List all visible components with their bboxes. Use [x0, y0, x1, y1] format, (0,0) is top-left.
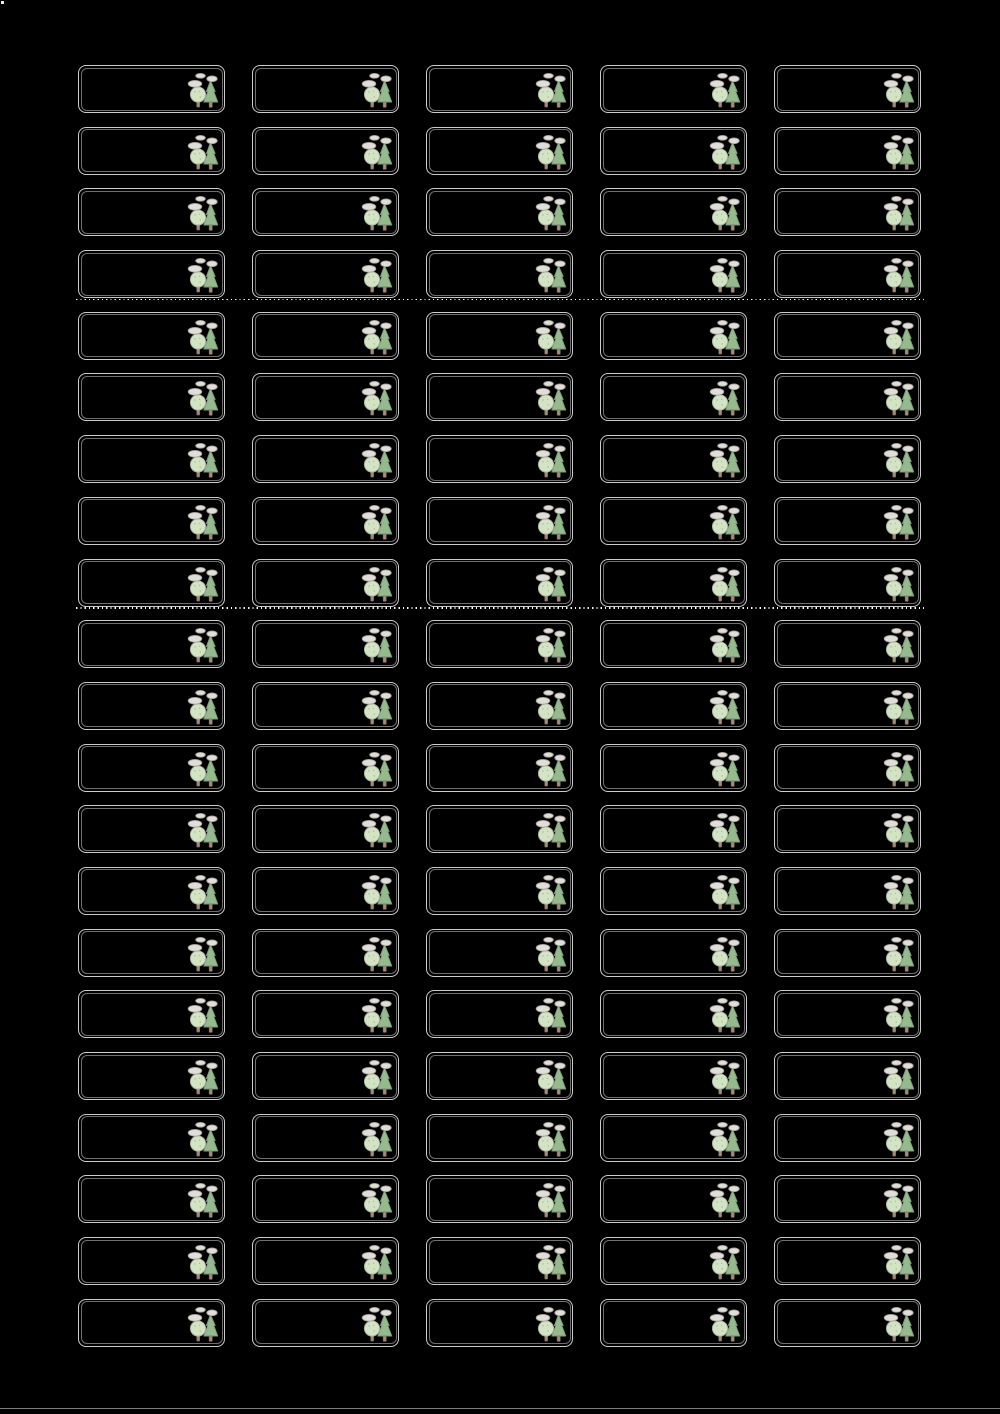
trees-and-clouds-icon [535, 195, 568, 231]
trees-and-clouds-icon [709, 72, 742, 108]
trees-and-clouds-icon [187, 257, 220, 293]
trees-and-clouds-icon [535, 751, 568, 787]
label-cell [426, 867, 573, 915]
label-cell [252, 620, 399, 668]
label-cell [426, 497, 573, 545]
label-cell [774, 559, 921, 607]
trees-and-clouds-icon [187, 936, 220, 972]
label-cell [600, 1237, 747, 1285]
label-cell [252, 990, 399, 1038]
trees-and-clouds-icon [187, 1059, 220, 1095]
label-cell [78, 929, 225, 977]
label-cell [774, 1114, 921, 1162]
label-cell [426, 250, 573, 298]
label-cell [774, 127, 921, 175]
trees-and-clouds-icon [709, 1244, 742, 1280]
label-cell [78, 250, 225, 298]
label-cell [774, 867, 921, 915]
trees-and-clouds-icon [883, 134, 916, 170]
trees-and-clouds-icon [709, 566, 742, 602]
label-cell [774, 1299, 921, 1347]
label-cell [78, 682, 225, 730]
label-cell [78, 435, 225, 483]
trees-and-clouds-icon [709, 812, 742, 848]
trees-and-clouds-icon [535, 134, 568, 170]
label-cell [78, 1052, 225, 1100]
label-cell [600, 188, 747, 236]
trees-and-clouds-icon [883, 1182, 916, 1218]
trees-and-clouds-icon [709, 319, 742, 355]
label-cell [78, 188, 225, 236]
trees-and-clouds-icon [187, 751, 220, 787]
label-cell [78, 373, 225, 421]
trees-and-clouds-icon [187, 72, 220, 108]
trees-and-clouds-icon [883, 257, 916, 293]
trees-and-clouds-icon [361, 627, 394, 663]
label-cell [774, 497, 921, 545]
trees-and-clouds-icon [361, 1059, 394, 1095]
label-cell [426, 620, 573, 668]
trees-and-clouds-icon [709, 1306, 742, 1342]
label-cell [774, 990, 921, 1038]
trees-and-clouds-icon [709, 1182, 742, 1218]
trees-and-clouds-icon [187, 689, 220, 725]
trees-and-clouds-icon [361, 319, 394, 355]
trees-and-clouds-icon [361, 257, 394, 293]
trees-and-clouds-icon [535, 1121, 568, 1157]
label-cell [600, 559, 747, 607]
perforation-dotted-line [76, 607, 924, 608]
trees-and-clouds-icon [709, 380, 742, 416]
label-cell [78, 65, 225, 113]
label-cell [774, 744, 921, 792]
label-cell [426, 127, 573, 175]
label-cell [78, 867, 225, 915]
trees-and-clouds-icon [361, 1306, 394, 1342]
trees-and-clouds-icon [709, 997, 742, 1033]
trees-and-clouds-icon [883, 195, 916, 231]
trees-and-clouds-icon [883, 812, 916, 848]
label-cell [600, 744, 747, 792]
trees-and-clouds-icon [709, 134, 742, 170]
label-cell [426, 929, 573, 977]
trees-and-clouds-icon [187, 134, 220, 170]
trees-and-clouds-icon [361, 504, 394, 540]
label-cell [600, 990, 747, 1038]
trees-and-clouds-icon [535, 257, 568, 293]
trees-and-clouds-icon [709, 442, 742, 478]
trees-and-clouds-icon [883, 997, 916, 1033]
label-cell [78, 744, 225, 792]
trees-and-clouds-icon [709, 1121, 742, 1157]
label-cell [426, 373, 573, 421]
trees-and-clouds-icon [535, 380, 568, 416]
label-cell [600, 1175, 747, 1223]
label-cell [426, 1052, 573, 1100]
trees-and-clouds-icon [709, 689, 742, 725]
label-cell [600, 435, 747, 483]
label-cell [774, 1052, 921, 1100]
label-cell [774, 620, 921, 668]
trees-and-clouds-icon [883, 936, 916, 972]
label-cell [774, 312, 921, 360]
trees-and-clouds-icon [187, 380, 220, 416]
label-cell [78, 990, 225, 1038]
trees-and-clouds-icon [883, 72, 916, 108]
trees-and-clouds-icon [535, 812, 568, 848]
trees-and-clouds-icon [187, 195, 220, 231]
label-cell [252, 1114, 399, 1162]
label-cell [774, 65, 921, 113]
label-cell [78, 1299, 225, 1347]
trees-and-clouds-icon [361, 134, 394, 170]
trees-and-clouds-icon [883, 504, 916, 540]
label-cell [78, 1114, 225, 1162]
trees-and-clouds-icon [361, 936, 394, 972]
trees-and-clouds-icon [361, 442, 394, 478]
trees-and-clouds-icon [883, 751, 916, 787]
label-cell [78, 805, 225, 853]
label-cell [600, 1299, 747, 1347]
label-cell [600, 373, 747, 421]
trees-and-clouds-icon [361, 812, 394, 848]
label-cell [252, 65, 399, 113]
label-cell [426, 435, 573, 483]
trees-and-clouds-icon [883, 1244, 916, 1280]
label-cell [774, 435, 921, 483]
label-cell [774, 929, 921, 977]
label-cell [252, 1175, 399, 1223]
label-cell [252, 559, 399, 607]
trees-and-clouds-icon [361, 751, 394, 787]
trees-and-clouds-icon [361, 689, 394, 725]
label-cell [426, 682, 573, 730]
label-cell [426, 65, 573, 113]
label-cell [252, 250, 399, 298]
trees-and-clouds-icon [883, 1059, 916, 1095]
label-cell [426, 1299, 573, 1347]
trees-and-clouds-icon [709, 257, 742, 293]
label-cell [774, 373, 921, 421]
label-cell [252, 682, 399, 730]
trees-and-clouds-icon [535, 627, 568, 663]
label-cell [252, 373, 399, 421]
trees-and-clouds-icon [883, 566, 916, 602]
label-cell [252, 744, 399, 792]
trees-and-clouds-icon [883, 319, 916, 355]
label-cell [774, 1237, 921, 1285]
trees-and-clouds-icon [535, 936, 568, 972]
trees-and-clouds-icon [709, 874, 742, 910]
trees-and-clouds-icon [361, 566, 394, 602]
label-cell [78, 1175, 225, 1223]
label-cell [600, 497, 747, 545]
label-cell [252, 929, 399, 977]
trees-and-clouds-icon [709, 936, 742, 972]
label-cell [600, 805, 747, 853]
label-cell [252, 1299, 399, 1347]
trees-and-clouds-icon [187, 1182, 220, 1218]
label-cell [426, 1237, 573, 1285]
trees-and-clouds-icon [535, 72, 568, 108]
label-cell [426, 1114, 573, 1162]
trees-and-clouds-icon [187, 566, 220, 602]
label-cell [600, 929, 747, 977]
label-cell [426, 559, 573, 607]
trees-and-clouds-icon [535, 997, 568, 1033]
trees-and-clouds-icon [361, 1244, 394, 1280]
trees-and-clouds-icon [883, 442, 916, 478]
label-cell [600, 250, 747, 298]
trees-and-clouds-icon [535, 1059, 568, 1095]
trees-and-clouds-icon [361, 1182, 394, 1218]
trees-and-clouds-icon [535, 1182, 568, 1218]
trees-and-clouds-icon [883, 627, 916, 663]
label-cell [252, 435, 399, 483]
trees-and-clouds-icon [883, 1306, 916, 1342]
label-cell [426, 990, 573, 1038]
trees-and-clouds-icon [535, 504, 568, 540]
label-cell [600, 312, 747, 360]
label-cell [774, 188, 921, 236]
label-cell [426, 1175, 573, 1223]
label-grid [78, 65, 921, 1347]
label-cell [252, 497, 399, 545]
label-cell [78, 127, 225, 175]
label-cell [426, 188, 573, 236]
label-cell [78, 497, 225, 545]
trees-and-clouds-icon [535, 566, 568, 602]
trees-and-clouds-icon [535, 1244, 568, 1280]
trees-and-clouds-icon [361, 72, 394, 108]
trees-and-clouds-icon [361, 874, 394, 910]
label-cell [774, 1175, 921, 1223]
label-cell [78, 312, 225, 360]
page-bottom-edge [0, 1408, 1000, 1409]
label-cell [426, 312, 573, 360]
trees-and-clouds-icon [187, 1121, 220, 1157]
label-cell [78, 559, 225, 607]
trees-and-clouds-icon [709, 1059, 742, 1095]
trees-and-clouds-icon [883, 874, 916, 910]
label-cell [252, 805, 399, 853]
trees-and-clouds-icon [361, 1121, 394, 1157]
label-cell [252, 312, 399, 360]
trees-and-clouds-icon [187, 1306, 220, 1342]
label-cell [252, 1052, 399, 1100]
label-cell [600, 1114, 747, 1162]
label-cell [600, 867, 747, 915]
label-cell [252, 867, 399, 915]
label-cell [426, 744, 573, 792]
trees-and-clouds-icon [535, 442, 568, 478]
trees-and-clouds-icon [535, 874, 568, 910]
label-cell [426, 805, 573, 853]
trees-and-clouds-icon [709, 751, 742, 787]
trees-and-clouds-icon [535, 319, 568, 355]
trees-and-clouds-icon [361, 997, 394, 1033]
trees-and-clouds-icon [709, 627, 742, 663]
label-cell [600, 127, 747, 175]
label-cell [600, 620, 747, 668]
label-cell [774, 250, 921, 298]
label-cell [600, 682, 747, 730]
trees-and-clouds-icon [187, 997, 220, 1033]
trees-and-clouds-icon [187, 1244, 220, 1280]
trees-and-clouds-icon [883, 1121, 916, 1157]
trees-and-clouds-icon [709, 195, 742, 231]
trees-and-clouds-icon [883, 689, 916, 725]
trees-and-clouds-icon [187, 442, 220, 478]
trees-and-clouds-icon [187, 812, 220, 848]
trees-and-clouds-icon [535, 689, 568, 725]
label-cell [252, 1237, 399, 1285]
trees-and-clouds-icon [187, 874, 220, 910]
label-cell [600, 1052, 747, 1100]
trees-and-clouds-icon [883, 380, 916, 416]
label-cell [252, 127, 399, 175]
label-cell [774, 682, 921, 730]
trees-and-clouds-icon [187, 319, 220, 355]
label-cell [252, 188, 399, 236]
cursor-dot [1, 1, 4, 4]
trees-and-clouds-icon [361, 380, 394, 416]
label-cell [774, 805, 921, 853]
trees-and-clouds-icon [535, 1306, 568, 1342]
trees-and-clouds-icon [361, 195, 394, 231]
perforation-dotted-line [76, 299, 924, 300]
trees-and-clouds-icon [709, 504, 742, 540]
label-cell [78, 620, 225, 668]
label-cell [78, 1237, 225, 1285]
label-cell [600, 65, 747, 113]
trees-and-clouds-icon [187, 504, 220, 540]
trees-and-clouds-icon [187, 627, 220, 663]
